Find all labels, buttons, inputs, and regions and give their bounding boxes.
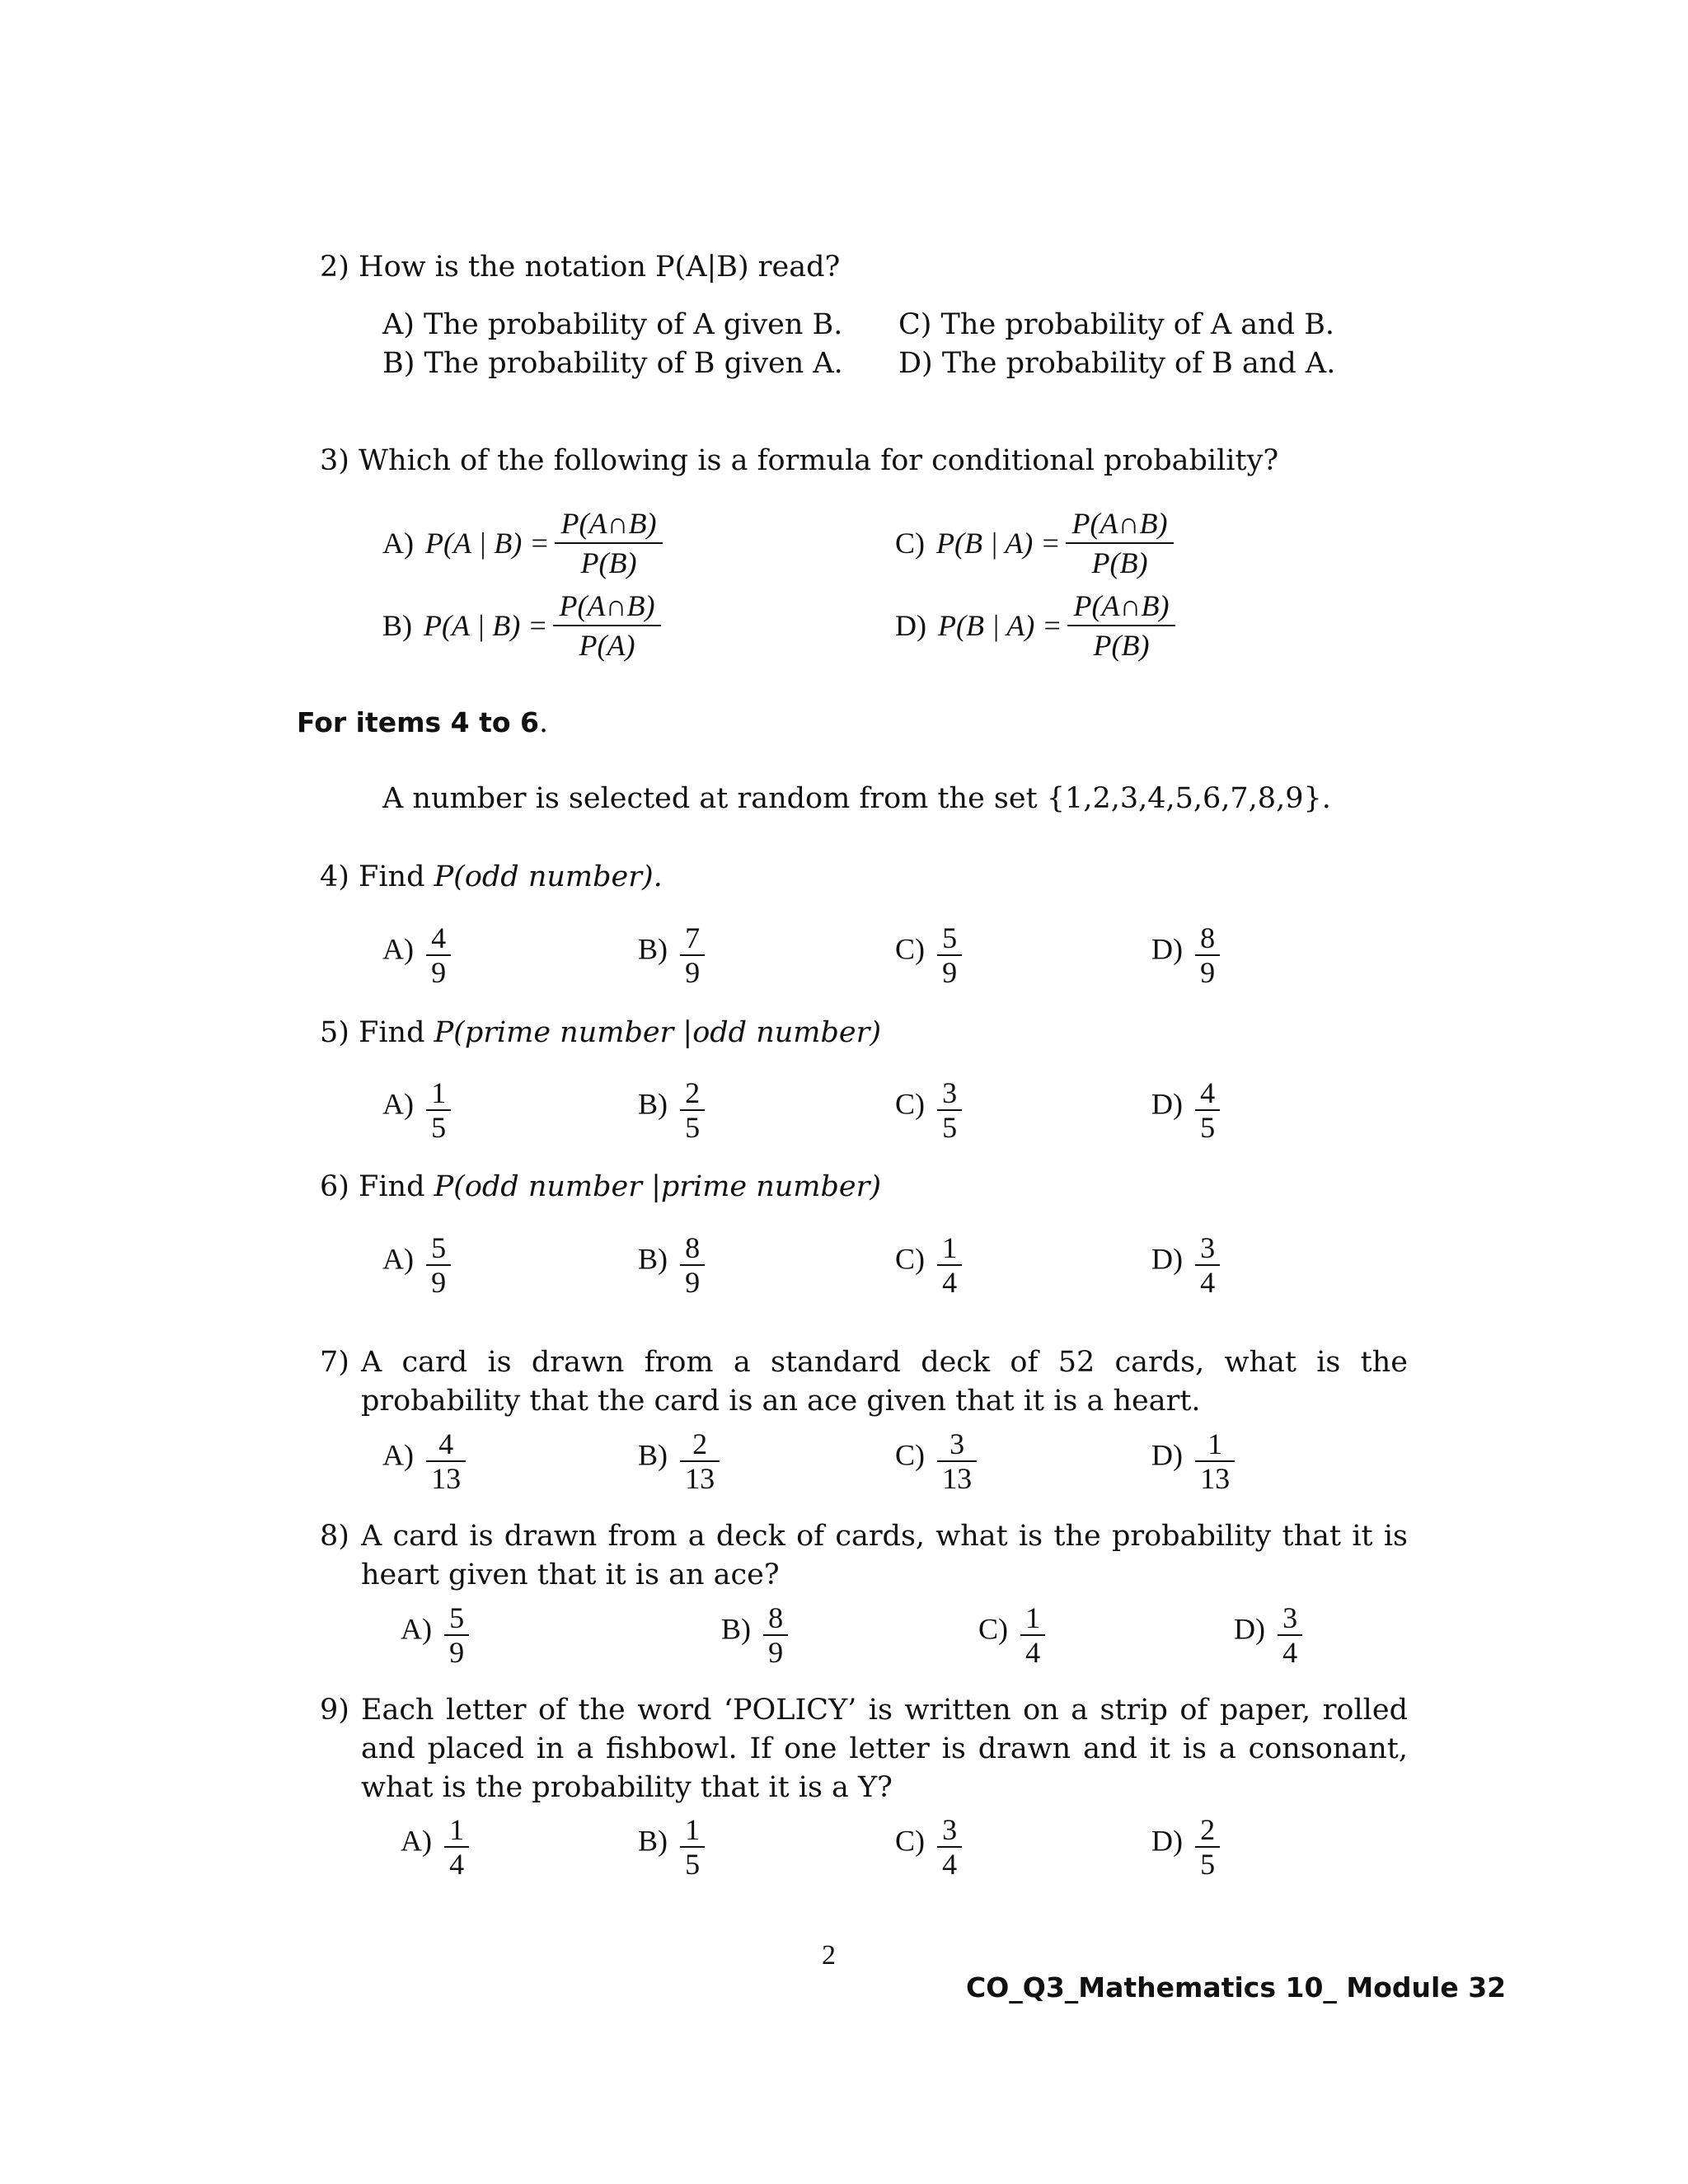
question-5-option-b — [638, 1076, 705, 1144]
option-label: B) — [638, 1087, 668, 1121]
question-9-line-3: what is the probability that it is a Y? — [361, 1771, 893, 1804]
denominator: 4 — [449, 1848, 465, 1881]
numerator: 5 — [449, 1601, 465, 1634]
question-7-option-c — [895, 1427, 977, 1495]
option-fraction — [444, 1813, 469, 1881]
option-fraction — [1195, 1813, 1220, 1881]
option-label: B) — [638, 1438, 668, 1472]
formula-fraction — [555, 504, 663, 582]
numerator: 1 — [685, 1813, 701, 1846]
option-fraction — [1278, 1601, 1302, 1669]
numerator: 5 — [942, 921, 958, 954]
question-9-option-a — [401, 1813, 469, 1881]
numerator: 4 — [438, 1427, 454, 1460]
option-label: D) — [1151, 1438, 1183, 1472]
option-fraction — [937, 1076, 962, 1144]
option-label: D) — [895, 609, 926, 642]
numerator: P(A∩B) — [559, 589, 655, 622]
numerator: 8 — [768, 1601, 784, 1634]
option-label: C) — [895, 1242, 925, 1276]
denominator: 5 — [685, 1111, 701, 1144]
option-label: A) — [382, 932, 414, 966]
numerator: 1 — [1207, 1427, 1223, 1460]
option-fraction — [937, 921, 962, 989]
denominator: 13 — [1200, 1462, 1231, 1495]
option-fraction — [937, 1813, 962, 1881]
numerator: 4 — [431, 921, 447, 954]
question-3-text: 3) Which of the following is a formula for conditional probability? — [320, 444, 1279, 477]
denominator: 4 — [942, 1266, 958, 1299]
module-footer: CO_Q3_Mathematics 10_ Module 32 — [966, 1971, 1507, 2004]
numerator: 2 — [685, 1076, 701, 1109]
question-8-number: 8) — [320, 1520, 349, 1553]
question-2-option-a: A) The probability of A given B. — [382, 308, 843, 341]
option-label: C) — [895, 1438, 925, 1472]
option-label: C) — [895, 1087, 925, 1121]
denominator: 5 — [431, 1111, 447, 1144]
question-6-prefix: 6) Find — [320, 1170, 434, 1203]
formula-fraction — [1067, 587, 1176, 664]
option-label: A) — [382, 527, 414, 560]
question-7-number: 7) — [320, 1346, 349, 1379]
option-label: D) — [1151, 1824, 1183, 1858]
denominator: 5 — [1200, 1848, 1216, 1881]
option-label: A) — [401, 1612, 432, 1646]
numerator: 3 — [1282, 1601, 1298, 1634]
denominator: 9 — [685, 1266, 701, 1299]
numerator: P(A∩B) — [1071, 507, 1168, 540]
denominator: 4 — [1282, 1636, 1298, 1669]
numerator: 8 — [685, 1231, 701, 1264]
question-9-option-d — [1151, 1813, 1220, 1881]
option-fraction — [426, 1076, 451, 1144]
section-heading-period: . — [538, 706, 549, 739]
denominator: 9 — [768, 1636, 784, 1669]
question-2-option-c: C) The probability of A and B. — [898, 308, 1335, 341]
numerator: 1 — [942, 1231, 958, 1264]
question-5-text — [320, 1014, 881, 1052]
option-fraction — [1195, 921, 1220, 989]
question-6-expression: P(odd number |prime number) — [434, 1170, 881, 1203]
option-fraction — [680, 1427, 720, 1495]
section-heading-text: For items 4 to 6 — [297, 706, 539, 738]
denominator: 4 — [1200, 1266, 1216, 1299]
question-5-prefix: 5) Find — [320, 1016, 434, 1049]
denominator: 5 — [942, 1111, 958, 1144]
option-label: B) — [382, 609, 412, 642]
option-label: B) — [721, 1612, 751, 1646]
question-2-text: 2) How is the notation P(A|B) read? — [320, 251, 841, 284]
numerator: 1 — [449, 1813, 465, 1846]
question-5-expression: P(prime number |odd number) — [434, 1016, 881, 1049]
question-5-option-d — [1151, 1076, 1220, 1144]
question-8-option-d — [1234, 1601, 1302, 1669]
option-label: D) — [1151, 932, 1183, 966]
question-6-option-b — [638, 1231, 705, 1299]
numerator: 5 — [431, 1231, 447, 1264]
option-label: B) — [638, 1242, 668, 1276]
question-9-option-b — [638, 1813, 705, 1881]
question-4-option-a — [382, 921, 451, 989]
set-statement: A number is selected at random from the set {1,2,3,4,5,6,7,8,9}. — [382, 782, 1331, 815]
denominator: 4 — [1025, 1636, 1041, 1669]
question-4-expression: P(odd number). — [434, 860, 663, 893]
option-label: B) — [638, 1824, 668, 1858]
denominator: 13 — [685, 1462, 715, 1495]
option-fraction — [426, 921, 451, 989]
numerator: 2 — [692, 1427, 708, 1460]
numerator: P(A∩B) — [1073, 589, 1170, 622]
option-label: B) — [638, 932, 668, 966]
question-4-prefix: 4) Find — [320, 860, 434, 893]
question-2-option-b: B) The probability of B given A. — [382, 347, 843, 380]
numerator: P(A∩B) — [560, 507, 657, 540]
formula-lhs: P(B | A) = — [936, 527, 1061, 560]
question-6-option-a — [382, 1231, 451, 1299]
denominator: 9 — [449, 1636, 465, 1669]
question-8-line-2: heart given that it is an ace? — [361, 1558, 780, 1591]
option-label: C) — [895, 932, 925, 966]
numerator: 3 — [942, 1813, 958, 1846]
denominator: 9 — [942, 956, 958, 989]
question-8-line-1: A card is drawn from a deck of cards, what is the probability that it is — [361, 1520, 1408, 1553]
question-2-option-d: D) The probability of B and A. — [898, 347, 1336, 380]
option-label: C) — [895, 1824, 925, 1858]
numerator: 4 — [1200, 1076, 1216, 1109]
option-fraction — [937, 1231, 962, 1299]
question-9-line-2: and placed in a fishbowl. If one letter is drawn and it is a consonant, — [361, 1732, 1408, 1765]
question-6-option-c — [895, 1231, 962, 1299]
option-fraction — [680, 1813, 705, 1881]
question-9-number: 9) — [320, 1694, 349, 1727]
option-label: D) — [1151, 1087, 1183, 1121]
question-7-option-b — [638, 1427, 720, 1495]
option-fraction — [937, 1427, 977, 1495]
denominator: 13 — [942, 1462, 973, 1495]
question-6-option-d — [1151, 1231, 1220, 1299]
numerator: 8 — [1200, 921, 1216, 954]
formula-lhs: P(A | B) = — [425, 527, 550, 560]
section-heading — [297, 704, 548, 743]
option-label: A) — [382, 1438, 414, 1472]
option-label: A) — [401, 1824, 432, 1858]
denominator: P(B) — [580, 546, 637, 579]
question-5-option-c — [895, 1076, 962, 1144]
option-fraction — [680, 921, 705, 989]
option-fraction — [426, 1231, 451, 1299]
question-4-option-c — [895, 921, 962, 989]
question-5-option-a — [382, 1076, 451, 1144]
formula-lhs: P(B | A) = — [938, 609, 1062, 642]
denominator: 5 — [1200, 1111, 1216, 1144]
question-4-option-d — [1151, 921, 1220, 989]
denominator: P(B) — [1091, 546, 1148, 579]
option-fraction — [1195, 1231, 1220, 1299]
numerator: 1 — [431, 1076, 447, 1109]
denominator: 9 — [431, 1266, 447, 1299]
option-label: D) — [1234, 1612, 1265, 1646]
denominator: 9 — [1200, 956, 1216, 989]
denominator: P(B) — [1093, 629, 1150, 662]
question-4-text — [320, 858, 663, 897]
question-3-option-a — [382, 504, 663, 582]
question-3-option-b — [382, 587, 661, 664]
option-label: D) — [1151, 1242, 1183, 1276]
denominator: 13 — [431, 1462, 462, 1495]
question-8-option-c — [978, 1601, 1045, 1669]
numerator: 1 — [1025, 1601, 1041, 1634]
option-label: C) — [895, 527, 925, 560]
question-6-text — [320, 1168, 881, 1207]
question-9-line-1: Each letter of the word ‘POLICY’ is written on a strip of paper, rolled — [361, 1694, 1408, 1727]
option-label: A) — [382, 1087, 414, 1121]
option-fraction — [680, 1231, 705, 1299]
question-7-line-2: probability that the card is an ace given that it is a heart. — [361, 1385, 1201, 1418]
denominator: 9 — [685, 956, 701, 989]
option-fraction — [1195, 1076, 1220, 1144]
question-7-line-1: A card is drawn from a standard deck of 52 cards, what is the — [361, 1346, 1408, 1379]
option-label: A) — [382, 1242, 414, 1276]
formula-lhs: P(A | B) = — [424, 609, 548, 642]
formula-fraction — [553, 587, 662, 664]
question-8-option-a — [401, 1601, 469, 1669]
option-fraction — [1020, 1601, 1045, 1669]
denominator: 4 — [942, 1848, 958, 1881]
formula-fraction — [1066, 504, 1175, 582]
numerator: 3 — [950, 1427, 965, 1460]
numerator: 3 — [1200, 1231, 1216, 1264]
denominator: P(A) — [579, 629, 635, 662]
option-label: C) — [978, 1612, 1008, 1646]
question-7-option-d — [1151, 1427, 1235, 1495]
question-8-option-b — [721, 1601, 788, 1669]
numerator: 2 — [1200, 1813, 1216, 1846]
denominator: 5 — [685, 1848, 701, 1881]
denominator: 9 — [431, 956, 447, 989]
numerator: 3 — [942, 1076, 958, 1109]
numerator: 7 — [685, 921, 701, 954]
question-4-option-b — [638, 921, 705, 989]
question-7-option-a — [382, 1427, 466, 1495]
option-fraction — [763, 1601, 788, 1669]
option-fraction — [426, 1427, 466, 1495]
question-3-option-c — [895, 504, 1174, 582]
option-fraction — [1195, 1427, 1235, 1495]
option-fraction — [444, 1601, 469, 1669]
question-9-option-c — [895, 1813, 962, 1881]
question-3-option-d — [895, 587, 1175, 664]
page-number: 2 — [822, 1940, 836, 1971]
option-fraction — [680, 1076, 705, 1144]
